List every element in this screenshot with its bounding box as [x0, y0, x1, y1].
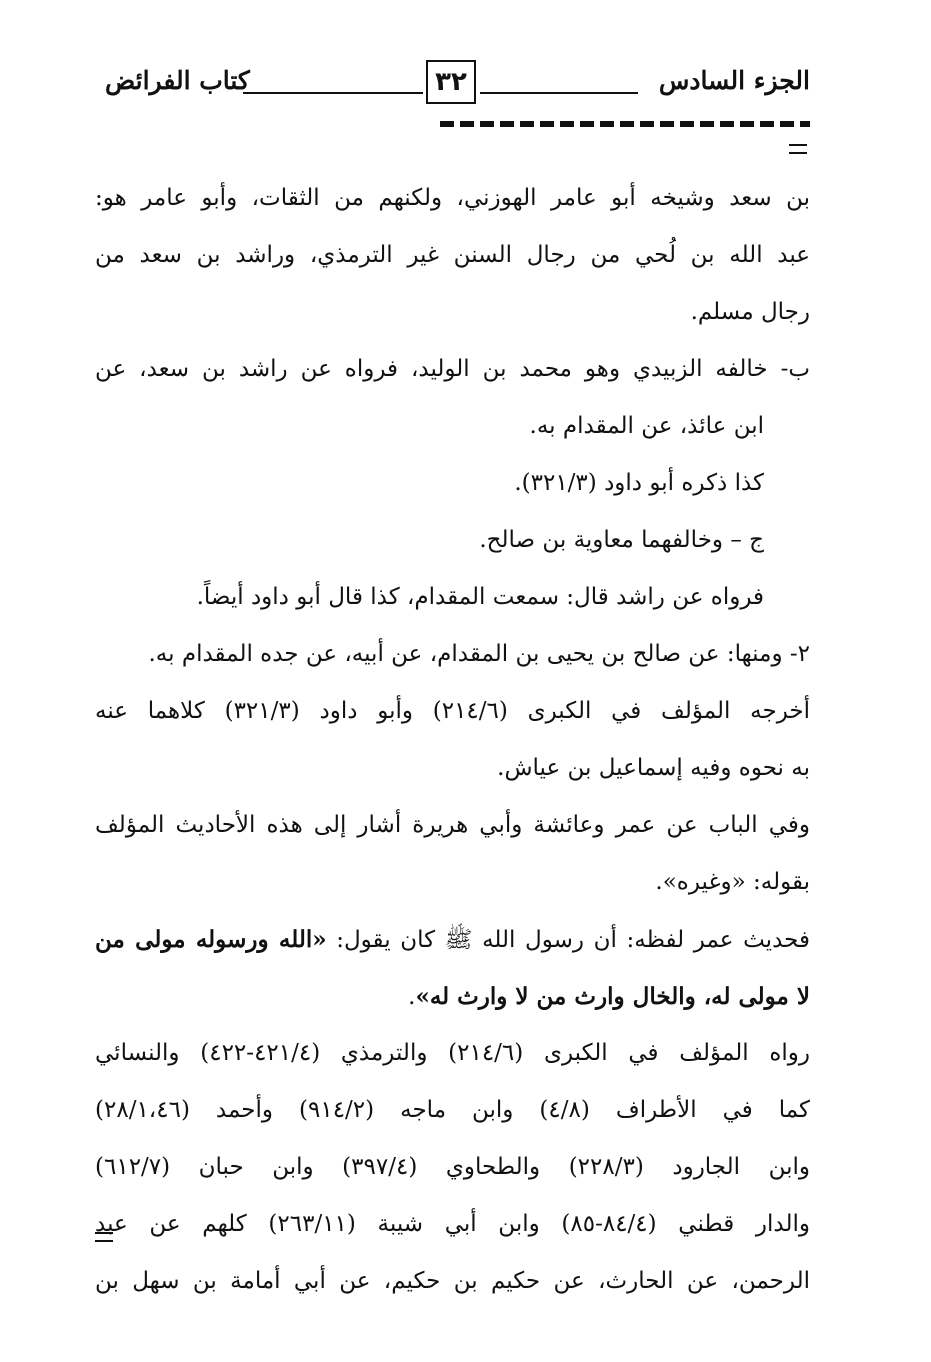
part-title: الجزء السادس	[658, 66, 810, 95]
text-line: ٢- ومنها: عن صالح بن يحيى بن المقدام، عن أبيه، عن جده المقدام به.	[148, 641, 810, 667]
text-line: بقوله: «وغيره».	[655, 869, 810, 895]
header-dashed-rule	[440, 118, 810, 130]
bottom-continuation-mark	[95, 1232, 113, 1242]
text-line: كما في الأطراف (٤/٨) وابن ماجه (٩١٤/٢) وأحمد (٢٨/١،٤٦)	[95, 1097, 810, 1123]
header-rule-right	[480, 92, 638, 94]
header-rule-left	[243, 92, 423, 94]
hadith-line	[95, 911, 810, 968]
text-line: الرحمن، عن الحارث، عن حكيم بن حكيم، عن أبي أمامة بن سهل بن	[95, 1268, 810, 1294]
text-line: عبد الله بن لُحي من رجال السنن غير الترمذي، وراشد بن سعد من	[95, 242, 810, 268]
text-line: وابن الجارود (٢٢٨/٣) والطحاوي (٣٩٧/٤) وابن حبان (٦١٢/٧)	[95, 1154, 810, 1180]
text-line: ج – وخالفهما معاوية بن صالح.	[479, 527, 764, 553]
text-line: ابن عائذ، عن المقدام به.	[529, 413, 764, 439]
hadith-intro: فحديث عمر لفظه: أن رسول الله ﷺ كان يقول:	[326, 927, 810, 953]
text-line: به نحوه وفيه إسماعيل بن عياش.	[497, 755, 810, 781]
page-header	[95, 56, 810, 112]
text-line: والدار قطني (٨٤/٤-٨٥) وابن أبي شيبة (٢٦٣/١١) كلهم عن عبد	[95, 1211, 810, 1237]
text-line: فرواه عن راشد قال: سمعت المقدام، كذا قال أبو داود أيضاً.	[196, 584, 764, 610]
top-continuation-mark	[789, 144, 807, 154]
text-line: رواه المؤلف في الكبرى (٢١٤/٦) والترمذي (٤٢١/٤-٤٢٢) والنسائي	[95, 1040, 810, 1066]
text-line: كذا ذكره أبو داود (٣٢١/٣).	[514, 470, 764, 496]
book-title: كتاب الفرائض	[105, 66, 250, 95]
hadith-line	[95, 968, 810, 1025]
text-line: ب- خالفه الزبيدي وهو محمد بن الوليد، فرواه عن راشد بن سعد، عن	[95, 356, 810, 382]
text-line: وفي الباب عن عمر وعائشة وأبي هريرة أشار إلى هذه الأحاديث المؤلف	[95, 812, 810, 838]
text-line: رجال مسلم.	[690, 299, 810, 325]
hadith-matn: لا مولى له، والخال وارث من لا وارث له»	[415, 983, 810, 1010]
text-line: أخرجه المؤلف في الكبرى (٢١٤/٦) وأبو داود (٣٢١/٣) كلاهما عنه	[95, 698, 810, 724]
page-body	[95, 170, 810, 1310]
hadith-matn: «الله ورسوله مولى من	[95, 926, 327, 953]
hadith-end: .	[408, 984, 416, 1010]
page-number: ٣٢	[426, 60, 476, 104]
text-line: بن سعد وشيخه أبو عامر الهوزني، ولكنهم من الثقات، وأبو عامر هو:	[95, 185, 810, 211]
